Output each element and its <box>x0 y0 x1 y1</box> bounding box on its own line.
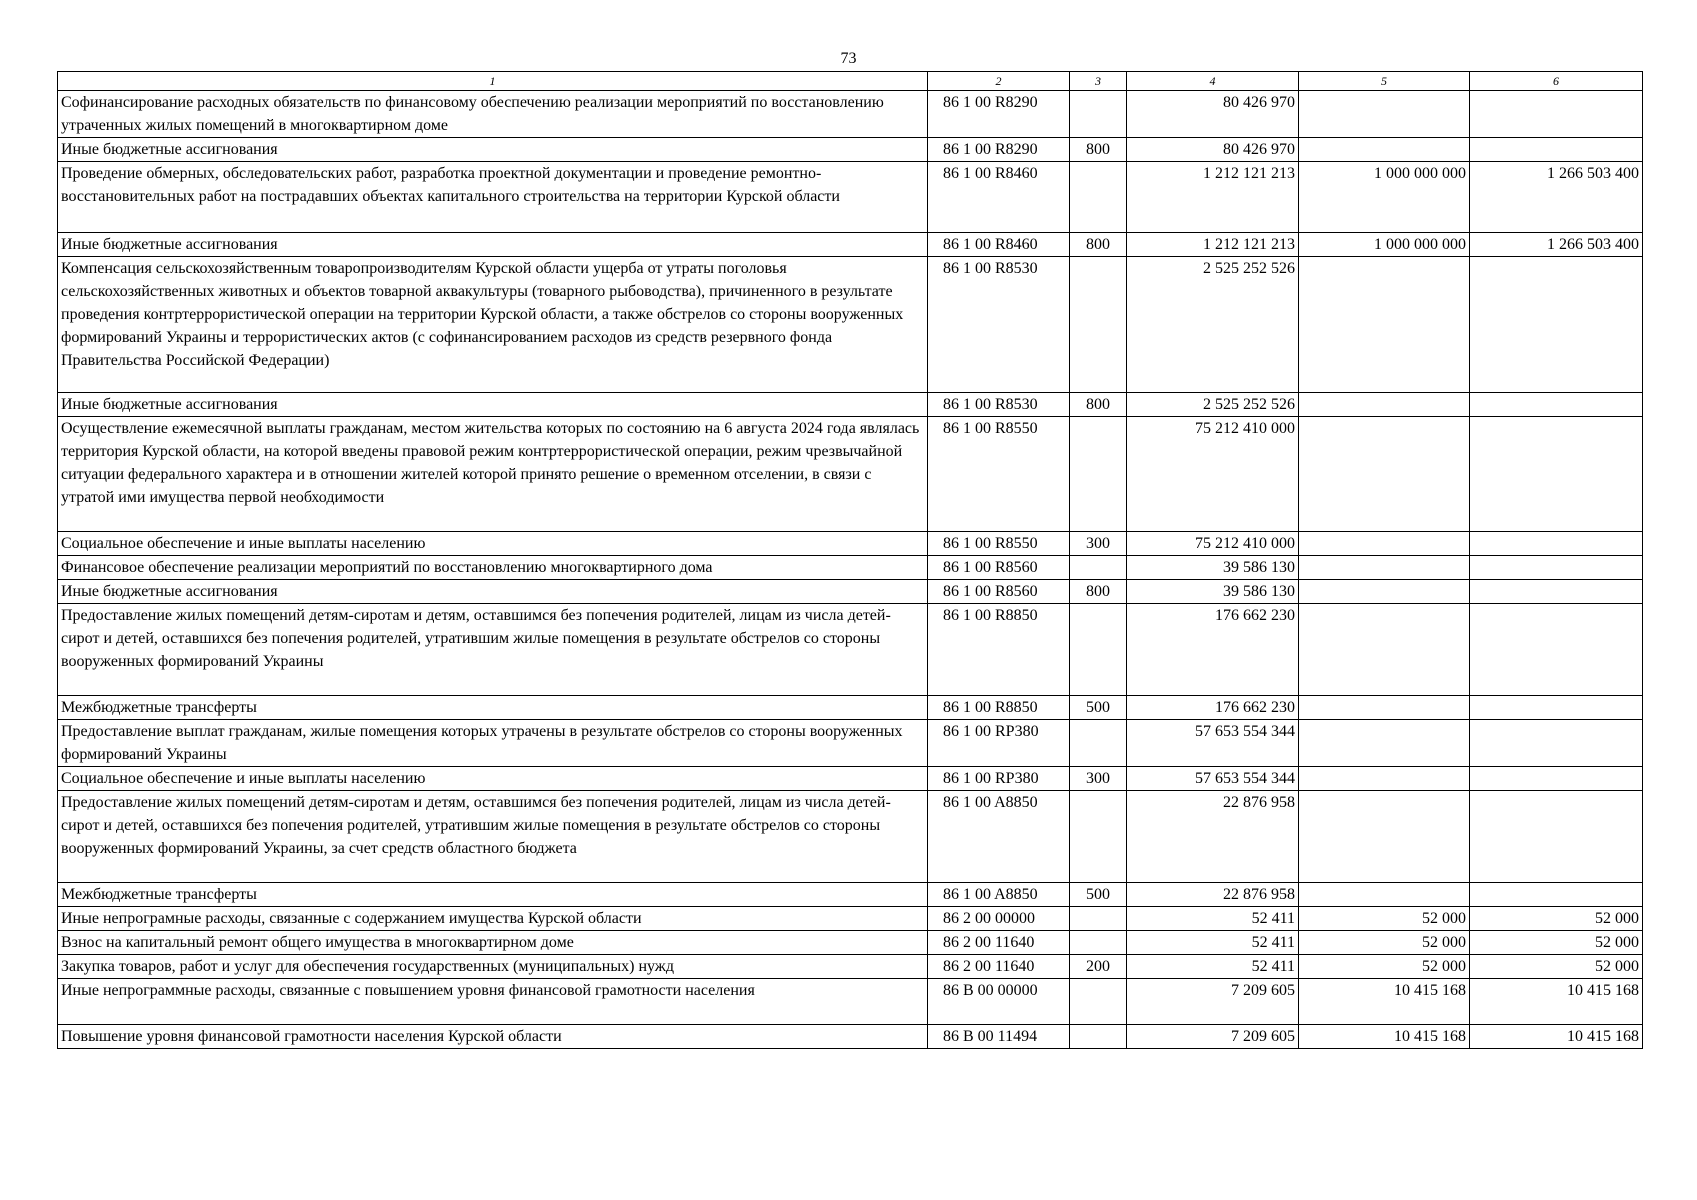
row-name-cell: Иные бюджетные ассигнования <box>58 580 928 604</box>
row-value-2025-cell <box>1299 767 1470 791</box>
row-value-2026-cell <box>1470 883 1643 907</box>
row-value-2026-cell <box>1470 556 1643 580</box>
row-type-cell: 500 <box>1070 696 1127 720</box>
row-value-2024-cell: 80 426 970 <box>1127 91 1299 138</box>
row-value-2026-cell <box>1470 604 1643 696</box>
table-row <box>58 883 1643 907</box>
row-value-2026-cell: 52 000 <box>1470 955 1643 979</box>
row-value-2026-cell <box>1470 91 1643 138</box>
row-code-cell: 86 2 00 11640 <box>928 931 1070 955</box>
row-code-cell: 86 В 00 11494 <box>928 1025 1070 1049</box>
row-value-2024-cell: 176 662 230 <box>1127 696 1299 720</box>
table-row <box>58 979 1643 1025</box>
row-value-2025-cell <box>1299 791 1470 883</box>
row-value-2025-cell: 1 000 000 000 <box>1299 162 1470 233</box>
table-row <box>58 1025 1643 1049</box>
row-value-2024-cell: 75 212 410 000 <box>1127 532 1299 556</box>
row-name-cell: Межбюджетные трансферты <box>58 696 928 720</box>
row-type-cell <box>1070 907 1127 931</box>
row-value-2025-cell <box>1299 257 1470 393</box>
row-code-cell: 86 1 00 A8850 <box>928 883 1070 907</box>
row-type-cell: 800 <box>1070 393 1127 417</box>
table-row <box>58 393 1643 417</box>
row-code-cell: 86 1 00 R8550 <box>928 417 1070 532</box>
row-value-2025-cell <box>1299 532 1470 556</box>
header-cell: 3 <box>1070 72 1127 91</box>
row-value-2024-cell: 52 411 <box>1127 931 1299 955</box>
row-value-2025-cell: 52 000 <box>1299 907 1470 931</box>
row-value-2026-cell: 52 000 <box>1470 931 1643 955</box>
row-type-cell <box>1070 931 1127 955</box>
row-name-cell: Социальное обеспечение и иные выплаты населению <box>58 532 928 556</box>
header-row <box>58 72 1643 91</box>
row-code-cell: 86 1 00 R8290 <box>928 138 1070 162</box>
row-value-2024-cell: 2 525 252 526 <box>1127 393 1299 417</box>
row-value-2025-cell <box>1299 556 1470 580</box>
row-value-2024-cell: 22 876 958 <box>1127 791 1299 883</box>
table-row <box>58 767 1643 791</box>
table-row <box>58 931 1643 955</box>
row-value-2025-cell <box>1299 91 1470 138</box>
row-type-cell <box>1070 417 1127 532</box>
row-name-cell: Иные бюджетные ассигнования <box>58 393 928 417</box>
row-name-cell: Софинансирование расходных обязательств по финансовому обеспечению реализации мероприятий по восстановлению утраченных жилых помещений в многоквартирном доме <box>58 91 928 138</box>
row-value-2026-cell <box>1470 767 1643 791</box>
row-value-2024-cell: 7 209 605 <box>1127 1025 1299 1049</box>
row-value-2024-cell: 57 653 554 344 <box>1127 720 1299 767</box>
row-code-cell: 86 1 00 R8460 <box>928 162 1070 233</box>
table-row <box>58 257 1643 393</box>
table-row <box>58 417 1643 532</box>
row-code-cell: 86 1 00 R8560 <box>928 556 1070 580</box>
row-name-cell: Повышение уровня финансовой грамотности населения Курской области <box>58 1025 928 1049</box>
row-code-cell: 86 1 00 R8850 <box>928 696 1070 720</box>
row-value-2024-cell: 39 586 130 <box>1127 580 1299 604</box>
row-type-cell: 500 <box>1070 883 1127 907</box>
table-row <box>58 604 1643 696</box>
table-row <box>58 955 1643 979</box>
row-value-2024-cell: 2 525 252 526 <box>1127 257 1299 393</box>
row-type-cell <box>1070 1025 1127 1049</box>
row-code-cell: 86 1 00 R8290 <box>928 91 1070 138</box>
row-name-cell: Межбюджетные трансферты <box>58 883 928 907</box>
table-row <box>58 907 1643 931</box>
row-type-cell <box>1070 556 1127 580</box>
row-type-cell <box>1070 91 1127 138</box>
row-type-cell: 200 <box>1070 955 1127 979</box>
table-row <box>58 162 1643 233</box>
row-code-cell: 86 1 00 R8460 <box>928 233 1070 257</box>
table-row <box>58 532 1643 556</box>
header-cell: 6 <box>1470 72 1643 91</box>
row-name-cell: Компенсация сельскохозяйственным товаропроизводителям Курской области ущерба от утраты поголовья сельскохозяйственных животных и объектов товарной аквакультуры (товарного рыбоводства), причиненного в результате проведения контртеррористической операции на территории Курской области, а также обстрелов со стороны вооруженных формирований Украины и террористических актов (с софинансированием расходов из средств резервного фонда Правительства Российской Федерации) <box>58 257 928 393</box>
table-row <box>58 138 1643 162</box>
row-name-cell: Иные бюджетные ассигнования <box>58 138 928 162</box>
page-number: 73 <box>840 50 857 67</box>
row-type-cell: 800 <box>1070 233 1127 257</box>
row-value-2025-cell <box>1299 720 1470 767</box>
row-type-cell <box>1070 791 1127 883</box>
row-value-2024-cell: 52 411 <box>1127 907 1299 931</box>
row-type-cell: 800 <box>1070 138 1127 162</box>
row-name-cell: Предоставление жилых помещений детям-сиротам и детям, оставшимся без попечения родителей, лицам из числа детей-сирот и детей, оставшихся без попечения родителей, утратившим жилые помещения в результате обстрелов со стороны вооруженных формирований Украины, за счет средств областного бюджета <box>58 791 928 883</box>
row-code-cell: 86 1 00 R8850 <box>928 604 1070 696</box>
row-name-cell: Иные непрограмные расходы, связанные с содержанием имущества Курской области <box>58 907 928 931</box>
row-code-cell: 86 В 00 00000 <box>928 979 1070 1025</box>
table-row <box>58 556 1643 580</box>
row-type-cell <box>1070 979 1127 1025</box>
row-value-2026-cell <box>1470 417 1643 532</box>
row-value-2026-cell: 10 415 168 <box>1470 979 1643 1025</box>
row-code-cell: 86 1 00 RP380 <box>928 767 1070 791</box>
row-code-cell: 86 2 00 11640 <box>928 955 1070 979</box>
row-value-2024-cell: 80 426 970 <box>1127 138 1299 162</box>
row-name-cell: Предоставление жилых помещений детям-сиротам и детям, оставшимся без попечения родителей, лицам из числа детей-сирот и детей, оставшихся без попечения родителей, утратившим жилые помещения в результате обстрелов со стороны вооруженных формирований Украины <box>58 604 928 696</box>
row-value-2025-cell <box>1299 417 1470 532</box>
row-value-2025-cell <box>1299 883 1470 907</box>
table-row <box>58 720 1643 767</box>
row-value-2026-cell: 52 000 <box>1470 907 1643 931</box>
row-value-2025-cell: 1 000 000 000 <box>1299 233 1470 257</box>
header-cell: 2 <box>928 72 1070 91</box>
table-row <box>58 91 1643 138</box>
row-code-cell: 86 1 00 R8560 <box>928 580 1070 604</box>
row-value-2026-cell: 1 266 503 400 <box>1470 162 1643 233</box>
row-value-2024-cell: 1 212 121 213 <box>1127 233 1299 257</box>
row-value-2026-cell: 1 266 503 400 <box>1470 233 1643 257</box>
table-row <box>58 580 1643 604</box>
row-value-2024-cell: 52 411 <box>1127 955 1299 979</box>
row-value-2024-cell: 75 212 410 000 <box>1127 417 1299 532</box>
row-value-2024-cell: 1 212 121 213 <box>1127 162 1299 233</box>
row-value-2025-cell: 52 000 <box>1299 931 1470 955</box>
row-value-2025-cell <box>1299 138 1470 162</box>
table-row <box>58 233 1643 257</box>
table-row <box>58 791 1643 883</box>
row-name-cell: Предоставление выплат гражданам, жилые помещения которых утрачены в результате обстрелов со стороны вооруженных формирований Украины <box>58 720 928 767</box>
row-value-2026-cell <box>1470 580 1643 604</box>
row-name-cell: Осуществление ежемесячной выплаты гражданам, местом жительства которых по состоянию на 6 августа 2024 года являлась территория Курской области, на которой введены правовой режим контртеррористической операции, режим чрезвычайной ситуации федерального характера и в отношении жителей которой принято решение о временном отселении, в связи с утратой ими имущества первой необходимости <box>58 417 928 532</box>
row-code-cell: 86 1 00 A8850 <box>928 791 1070 883</box>
row-value-2026-cell <box>1470 532 1643 556</box>
row-type-cell: 300 <box>1070 532 1127 556</box>
row-value-2025-cell <box>1299 696 1470 720</box>
row-value-2024-cell: 57 653 554 344 <box>1127 767 1299 791</box>
row-value-2024-cell: 7 209 605 <box>1127 979 1299 1025</box>
row-value-2025-cell: 52 000 <box>1299 955 1470 979</box>
row-type-cell <box>1070 162 1127 233</box>
header-cell: 4 <box>1127 72 1299 91</box>
row-code-cell: 86 2 00 00000 <box>928 907 1070 931</box>
row-name-cell: Взнос на капитальный ремонт общего имущества в многоквартирном доме <box>58 931 928 955</box>
row-name-cell: Иные бюджетные ассигнования <box>58 233 928 257</box>
row-value-2026-cell <box>1470 720 1643 767</box>
budget-table <box>57 71 1643 1049</box>
row-type-cell: 800 <box>1070 580 1127 604</box>
row-name-cell: Иные непрограммные расходы, связанные с повышением уровня финансовой грамотности населения <box>58 979 928 1025</box>
row-value-2025-cell: 10 415 168 <box>1299 1025 1470 1049</box>
row-value-2026-cell <box>1470 696 1643 720</box>
row-value-2026-cell <box>1470 138 1643 162</box>
row-value-2024-cell: 22 876 958 <box>1127 883 1299 907</box>
row-value-2024-cell: 39 586 130 <box>1127 556 1299 580</box>
row-value-2024-cell: 176 662 230 <box>1127 604 1299 696</box>
row-name-cell: Социальное обеспечение и иные выплаты населению <box>58 767 928 791</box>
row-value-2026-cell <box>1470 257 1643 393</box>
row-type-cell <box>1070 257 1127 393</box>
row-value-2025-cell <box>1299 393 1470 417</box>
row-value-2026-cell <box>1470 791 1643 883</box>
row-value-2026-cell: 10 415 168 <box>1470 1025 1643 1049</box>
row-code-cell: 86 1 00 RP380 <box>928 720 1070 767</box>
row-name-cell: Финансовое обеспечение реализации мероприятий по восстановлению многоквартирного дома <box>58 556 928 580</box>
row-type-cell <box>1070 604 1127 696</box>
row-value-2026-cell <box>1470 393 1643 417</box>
row-type-cell: 300 <box>1070 767 1127 791</box>
header-cell: 1 <box>58 72 928 91</box>
header-cell: 5 <box>1299 72 1470 91</box>
table-row <box>58 696 1643 720</box>
row-type-cell <box>1070 720 1127 767</box>
row-name-cell: Проведение обмерных, обследовательских работ, разработка проектной документации и проведение ремонтно-восстановительных работ на пострадавших объектах капитального строительства на территории Курской области <box>58 162 928 233</box>
row-name-cell: Закупка товаров, работ и услуг для обеспечения государственных (муниципальных) нужд <box>58 955 928 979</box>
row-value-2025-cell <box>1299 580 1470 604</box>
row-code-cell: 86 1 00 R8530 <box>928 393 1070 417</box>
row-code-cell: 86 1 00 R8530 <box>928 257 1070 393</box>
row-value-2025-cell <box>1299 604 1470 696</box>
row-code-cell: 86 1 00 R8550 <box>928 532 1070 556</box>
row-value-2025-cell: 10 415 168 <box>1299 979 1470 1025</box>
